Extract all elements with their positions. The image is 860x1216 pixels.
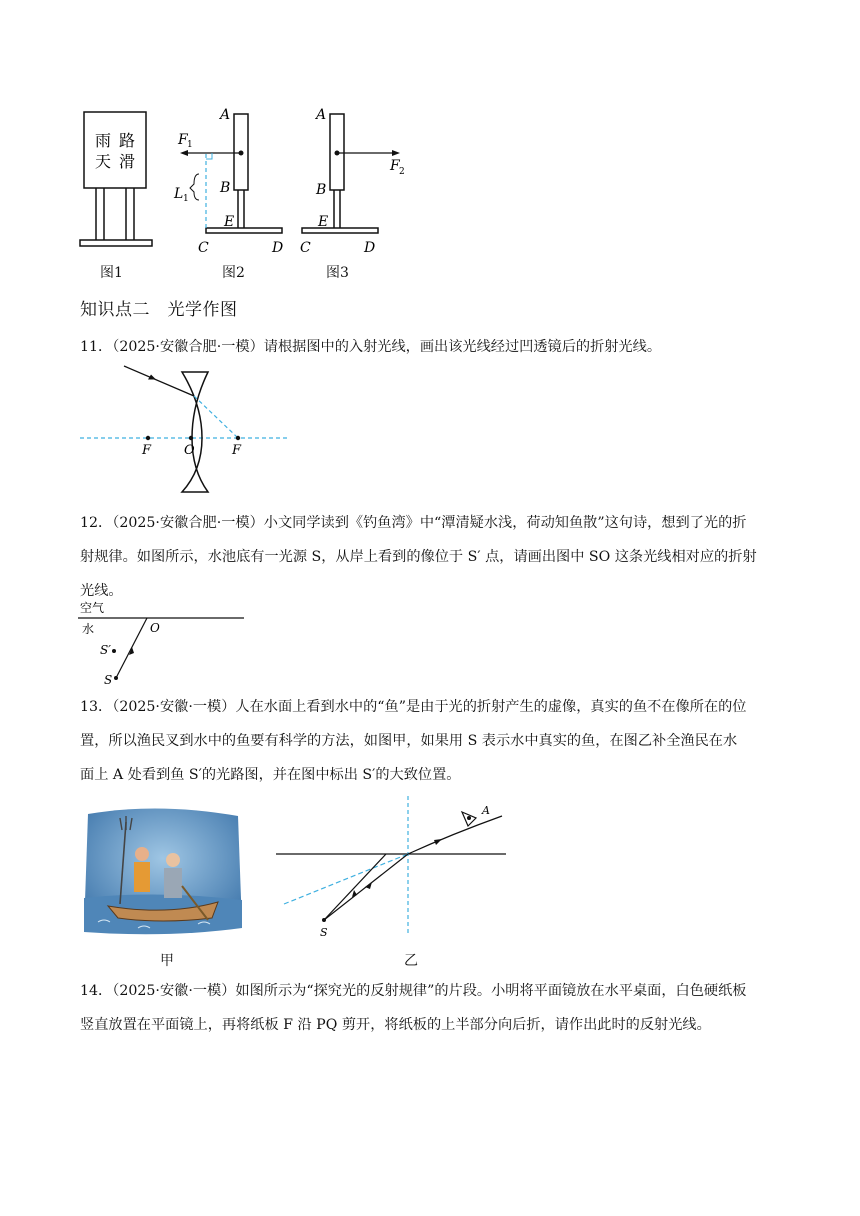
question-13-line-2: 置，所以渔民叉到水中的鱼要有科学的方法，如图甲，如果用 S 表示水中真实的鱼，在图乙补全渔民在水: [80, 733, 738, 749]
question-12-line-2: 射规律。如图所示，水池底有一光源 S，从岸上看到的像位于 S′ 点，请画出图中 SO 这条光线相对应的折射: [80, 549, 757, 565]
fig2-label-L1-sub: 1: [183, 194, 189, 204]
figure-13-yi-drawing: [272, 796, 512, 946]
figure-3-caption: 图3: [326, 265, 349, 281]
fig2-label-L1: L: [174, 186, 184, 202]
fig12-label-S: S: [104, 673, 113, 687]
figure-3: [296, 104, 416, 256]
figure-2-caption: 图2: [222, 265, 245, 281]
fig3-label-F2: F: [390, 158, 400, 174]
fig2-label-B: B: [220, 180, 231, 196]
fig3-label-F2-sub: 2: [399, 167, 405, 177]
fig3-label-C: C: [300, 240, 311, 256]
fig2-label-D: D: [272, 240, 284, 256]
sign-char-4: 滑: [119, 152, 136, 171]
fig3-label-D: D: [364, 240, 376, 256]
fig12-label-S-prime: S′: [100, 643, 111, 657]
figure-13-jia-illustration: [78, 806, 244, 940]
figure-11: [78, 360, 298, 496]
figure-13-yi: [272, 796, 512, 946]
question-12-line-3: 光线。: [80, 583, 123, 599]
figure-1: [78, 110, 158, 250]
figure-2: [172, 104, 292, 256]
fig2-label-C: C: [198, 240, 209, 256]
question-11-text: 11．（2025·安徽合肥·一模）请根据图中的入射光线，画出该光线经过凹透镜后的折射光线。: [80, 339, 662, 355]
fig11-label-F-right: F: [232, 443, 242, 458]
question-14-line-2: 竖直放置在平面镜上，再将纸板 F 沿 PQ 剪开，将纸板的上半部分向后折，请作出此时的反射光线。: [80, 1017, 711, 1033]
fig13-label-A: A: [482, 804, 490, 817]
figure-11-drawing: [78, 360, 298, 496]
sign-char-1: 雨: [95, 131, 112, 150]
fig3-label-A: A: [316, 107, 327, 123]
fig3-label-E: E: [318, 214, 329, 230]
fig12-label-O: O: [150, 621, 160, 635]
fig13-label-S: S: [320, 926, 328, 939]
fig11-label-O: O: [184, 443, 195, 458]
fig2-label-E: E: [224, 214, 235, 230]
question-14: [80, 974, 780, 1042]
question-13-line-3: 面上 A 处看到鱼 S′的光路图，并在图中标出 S′的大致位置。: [80, 767, 461, 783]
fig2-label-F1: F: [178, 132, 188, 148]
section-title: 知识点二 光学作图: [80, 300, 238, 320]
figure-13-jia-caption: 甲: [160, 953, 174, 969]
figure-2-drawing: [172, 104, 292, 256]
figure-3-drawing: [296, 104, 416, 256]
fig3-label-B: B: [316, 182, 327, 198]
fig12-label-water: 水: [82, 622, 95, 636]
sign-char-2: 路: [119, 131, 136, 150]
fig11-label-F-left: F: [142, 443, 152, 458]
figure-13-yi-caption: 乙: [404, 953, 418, 969]
figure-1-caption: 图1: [100, 265, 123, 281]
figure-12-drawing: [78, 598, 248, 688]
question-13: [80, 690, 780, 792]
question-11: [80, 330, 780, 364]
sign-char-3: 天: [95, 152, 112, 171]
fig2-label-A: A: [220, 107, 231, 123]
fishermen-image: [78, 806, 244, 940]
question-12: [80, 506, 780, 608]
figure-1-drawing: [78, 110, 158, 250]
question-12-line-1: 12．（2025·安徽合肥·一模）小文同学读到《钓鱼湾》中“潭清疑水浅，荷动知鱼散”这句诗，想到了光的折: [80, 515, 747, 531]
fig2-label-F1-sub: 1: [187, 140, 193, 150]
question-13-line-1: 13．（2025·安徽·一模）人在水面上看到水中的“鱼”是由于光的折射产生的虚像，真实的鱼不在像所在的位: [80, 699, 747, 715]
fig12-label-air: 空气: [80, 601, 105, 615]
figure-12: [78, 598, 248, 688]
question-14-line-1: 14．（2025·安徽·一模）如图所示为“探究光的反射规律”的片段。小明将平面镜放在水平桌面，白色硬纸板: [80, 983, 747, 999]
